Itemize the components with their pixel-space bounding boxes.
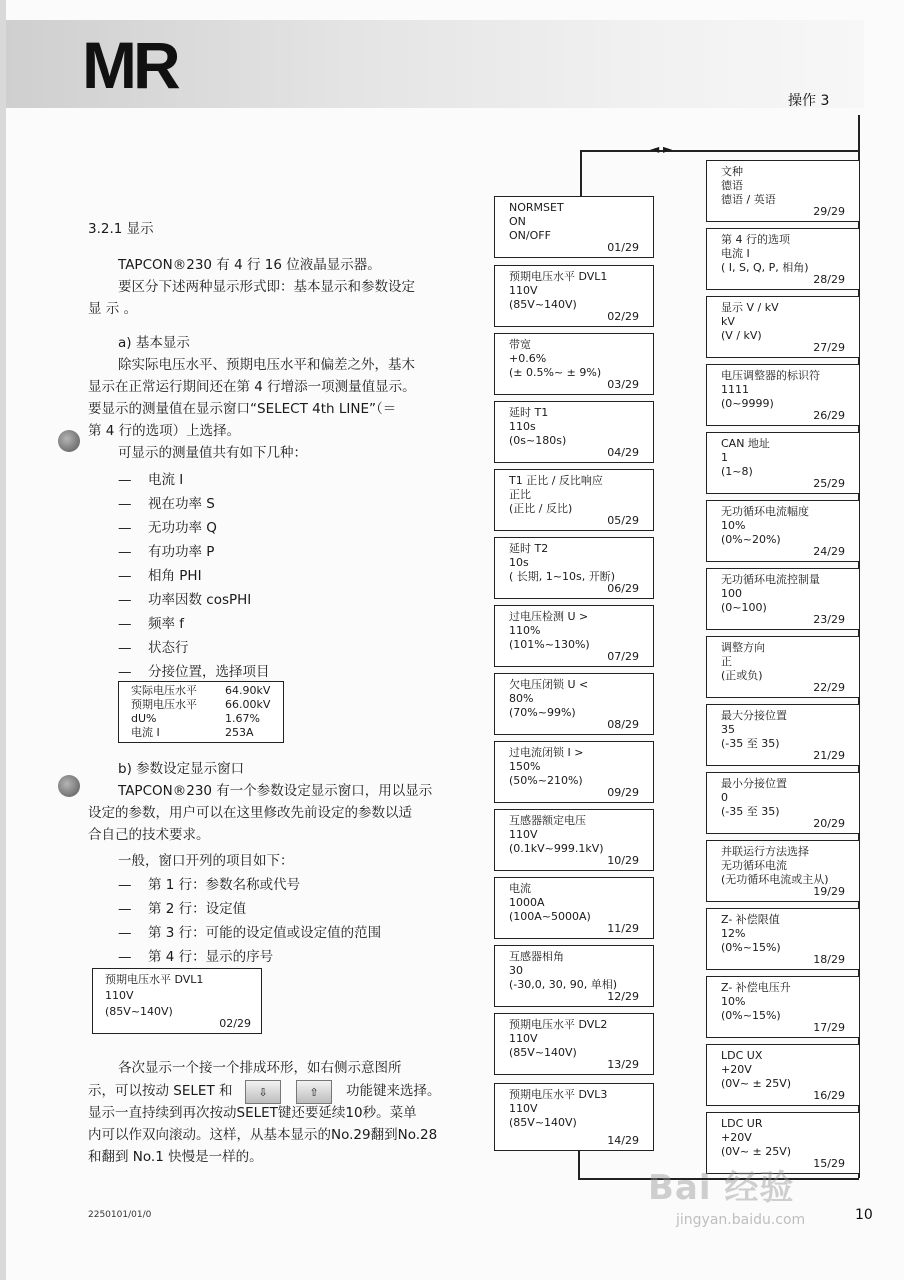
display-value: 66.00kV — [225, 698, 271, 711]
param-box-15: LDC UR +20V (0V~ ± 25V) 15/29 — [706, 1112, 860, 1174]
param-box-16: LDC UX +20V (0V~ ± 25V) 16/29 — [706, 1044, 860, 1106]
list-item: — 状态行 — [118, 640, 189, 656]
list-item: — 频率 f — [118, 616, 185, 632]
param-box-17: Z- 补偿电压升 10% (0%~15%) 17/29 — [706, 976, 860, 1038]
list-item: — 功率因数 cosPHI — [118, 592, 252, 608]
paragraph-line: 要显示的测量值在显示窗口“SELECT 4th LINE”（＝ — [88, 401, 397, 417]
display-value: 64.90kV — [225, 684, 271, 697]
section-label: 操作 3 — [788, 93, 830, 109]
list-item: — 第 4 行：显示的序号 — [118, 949, 274, 965]
connector-top-left — [580, 150, 582, 196]
param-box-20: 最小分接位置 0 (-35 至 35) 20/29 — [706, 772, 860, 834]
paragraph-line: 内可以作双向滚动。这样，从基本显示的No.29翻到No.28 — [88, 1127, 438, 1143]
intro-line: 要区分下述两种显示形式即：基本显示和参数设定 — [118, 279, 415, 295]
punch-hole-icon — [58, 430, 80, 452]
brand-logo: MR — [82, 28, 177, 102]
connector-top — [580, 150, 859, 152]
example-num: 02/29 — [219, 1017, 251, 1030]
display-value: 1.67% — [225, 712, 260, 725]
param-box-10: 互感器额定电压 110V (0.1kV~999.1kV) 10/29 — [494, 809, 654, 871]
watermark-url: jingyan.baidu.com — [676, 1212, 806, 1228]
example-line: 预期电压水平 DVL1 — [105, 973, 204, 986]
list-item: — 第 2 行：设定值 — [118, 901, 247, 917]
connector-bottom-left — [578, 1150, 580, 1180]
display-label: 实际电压水平 — [131, 684, 197, 697]
display-label: 电流 I — [131, 726, 160, 739]
section-heading: 3.2.1 显示 — [88, 221, 154, 237]
param-box-22: 调整方向 正 (正或负) 22/29 — [706, 636, 860, 698]
paragraph-line: 显示在正常运行期间还在第 4 行增添一项测量值显示。 — [88, 379, 416, 395]
watermark: Bai 经验 — [648, 1168, 795, 1208]
parameter-example-box — [92, 968, 262, 1034]
intro-line: TAPCON®230 有 4 行 16 位液晶显示器。 — [118, 257, 381, 273]
display-label: dU% — [131, 712, 157, 725]
list-item: — 分接位置，选择项目 — [118, 664, 270, 680]
param-box-12: 互感器相角 30 (-30,0, 30, 90, 单相) 12/29 — [494, 945, 654, 1007]
document-code: 2250101/01/0 — [88, 1210, 152, 1220]
param-box-19: 并联运行方法选择 无功循环电流 (无功循环电流或主从) 19/29 — [706, 840, 860, 902]
example-line: (85V~140V) — [105, 1005, 173, 1018]
paragraph-line: 示，可以按动 SELET 和 — [88, 1083, 233, 1099]
punch-hole-icon — [58, 775, 80, 797]
paragraph-line: 第 4 行的选项）上选择。 — [88, 423, 241, 439]
list-item: — 第 1 行：参数名称或代号 — [118, 877, 301, 893]
list-item: — 无功功率 Q — [118, 520, 217, 536]
paragraph-line: 设定的参数，用户可以在这里修改先前设定的参数以适 — [88, 805, 412, 821]
down-key-icon[interactable]: ⇩ — [245, 1080, 281, 1104]
paragraph-line: TAPCON®230 有一个参数设定显示窗口，用以显示 — [118, 783, 433, 799]
subsection-a-title: a) 基本显示 — [118, 335, 190, 351]
list-item: — 相角 PHI — [118, 568, 202, 584]
param-box-04: 延时 T1 110s (0s~180s) 04/29 — [494, 401, 654, 463]
param-box-11: 电流 1000A (100A~5000A) 11/29 — [494, 877, 654, 939]
param-box-24: 无功循环电流幅度 10% (0%~20%) 24/29 — [706, 500, 860, 562]
param-box-28: 第 4 行的选项 电流 I ( I, S, Q, P, 相角) 28/29 — [706, 228, 860, 290]
paragraph-line: 各次显示一个接一个排成环形，如右侧示意图所 — [118, 1060, 402, 1076]
binding-edge — [0, 0, 6, 1280]
paragraph-line: 一般，窗口开列的项目如下： — [118, 853, 294, 869]
param-box-07: 过电压检测 U > 110% (101%~130%) 07/29 — [494, 605, 654, 667]
param-box-01: NORMSET ON ON/OFF 01/29 — [494, 196, 654, 258]
subsection-b-title: b) 参数设定显示窗口 — [118, 761, 245, 777]
param-box-05: T1 正比 / 反比响应 正比 (正比 / 反比) 05/29 — [494, 469, 654, 531]
basic-display-box — [118, 681, 284, 743]
bidirectional-arrow-icon: ◄ ► — [650, 142, 673, 156]
display-label: 预期电压水平 — [131, 698, 197, 711]
param-box-18: Z- 补偿限值 12% (0%~15%) 18/29 — [706, 908, 860, 970]
param-box-09: 过电流闭锁 I > 150% (50%~210%) 09/29 — [494, 741, 654, 803]
param-box-27: 显示 V / kV kV (V / kV) 27/29 — [706, 296, 860, 358]
intro-line: 显 示 。 — [88, 301, 138, 317]
param-box-08: 欠电压闭锁 U < 80% (70%~99%) 08/29 — [494, 673, 654, 735]
paragraph-line: 可显示的测量值共有如下几种： — [118, 445, 307, 461]
param-box-23: 无功循环电流控制量 100 (0~100) 23/29 — [706, 568, 860, 630]
param-box-25: CAN 地址 1 (1~8) 25/29 — [706, 432, 860, 494]
param-box-13: 预期电压水平 DVL2 110V (85V~140V) 13/29 — [494, 1013, 654, 1075]
list-item: — 有功功率 P — [118, 544, 215, 560]
list-item: — 电流 I — [118, 472, 184, 488]
param-box-06: 延时 T2 10s ( 长期, 1~10s, 开断) 06/29 — [494, 537, 654, 599]
param-box-21: 最大分接位置 35 (-35 至 35) 21/29 — [706, 704, 860, 766]
up-key-icon[interactable]: ⇧ — [296, 1080, 332, 1104]
param-box-29: 文种 德语 德语 / 英语 29/29 — [706, 160, 860, 222]
paragraph-line: 显示一直持续到再次按动SELET键还要延续10秒。菜单 — [88, 1105, 417, 1121]
display-value: 253A — [225, 726, 254, 739]
paragraph-line: 功能键来选择。 — [346, 1083, 441, 1099]
page-number: 10 — [855, 1207, 873, 1223]
paragraph-line: 除实际电压水平、预期电压水平和偏差之外，基木 — [118, 357, 415, 373]
list-item: — 视在功率 S — [118, 496, 215, 512]
paragraph-line: 合自己的技术要求。 — [88, 827, 210, 843]
param-box-26: 电压调整器的标识符 1111 (0~9999) 26/29 — [706, 364, 860, 426]
list-item: — 第 3 行：可能的设定值或设定值的范围 — [118, 925, 382, 941]
paragraph-line: 和翻到 No.1 快慢是一样的。 — [88, 1149, 263, 1165]
param-box-02: 预期电压水平 DVL1 110V (85V~140V) 02/29 — [494, 265, 654, 327]
example-line: 110V — [105, 989, 134, 1002]
param-box-14: 预期电压水平 DVL3 110V (85V~140V) 14/29 — [494, 1083, 654, 1151]
param-box-03: 带宽 +0.6% (± 0.5%~ ± 9%) 03/29 — [494, 333, 654, 395]
